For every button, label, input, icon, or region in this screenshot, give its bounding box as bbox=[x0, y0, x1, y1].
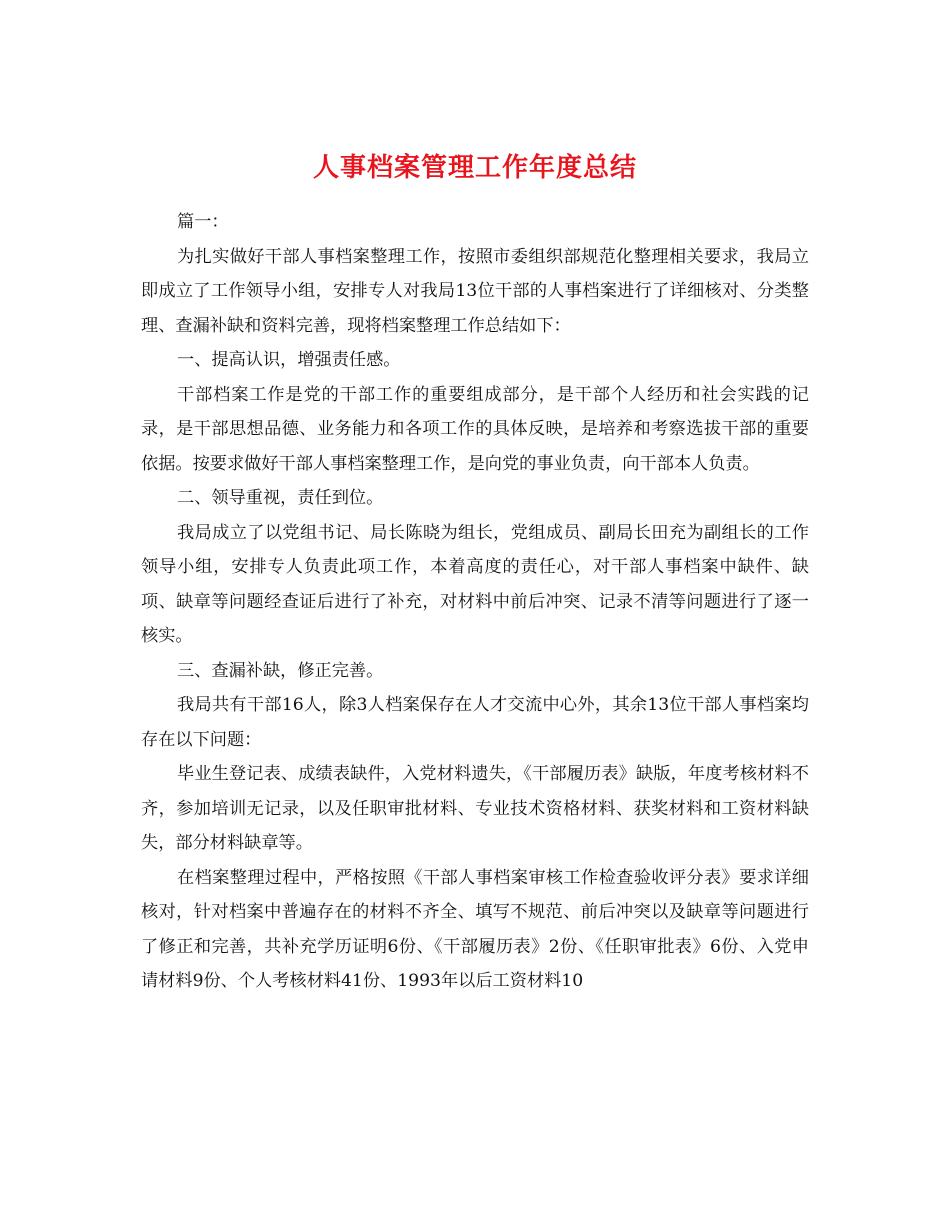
paragraph-section-3c: 在档案整理过程中，严格按照《干部人事档案审核工作检查验收评分表》要求详细核对，针对档案中普遍存在的材料不齐全、填写不规范、前后冲突以及缺章等问题进行了修正和完善，共补充学历证明6份、《干部履历表》2份、《任职审批表》6份、入党申请材料9份、个人考核材料41份、1993年以后工资材料10 bbox=[141, 867, 809, 991]
section-heading-2: 二、领导重视，责任到位。 bbox=[177, 488, 384, 508]
paragraph-section-label: 篇一： bbox=[177, 212, 229, 232]
paragraph-section-3b: 毕业生登记表、成绩表缺件，入党材料遗失，《干部履历表》缺版，年度考核材料不齐，参加培训无记录，以及任职审批材料、专业技术资格材料、获奖材料和工资材料缺失，部分材料缺章等。 bbox=[141, 764, 809, 853]
paragraph-section-2: 我局成立了以党组书记、局长陈晓为组长，党组成员、副局长田充为副组长的工作领导小组，安排专人负责此项工作，本着高度的责任心，对干部人事档案中缺件、缺项、缺章等问题经查证后进行了补充，对材料中前后冲突、记录不清等问题进行了逐一核实。 bbox=[141, 522, 809, 646]
paragraph-intro: 为扎实做好干部人事档案整理工作，按照市委组织部规范化整理相关要求，我局立即成立了工作领导小组，安排专人对我局13位干部的人事档案进行了详细核对、分类整理、查漏补缺和资料完善，现将档案整理工作总结如下： bbox=[141, 246, 809, 336]
paragraph-section-1: 干部档案工作是党的干部工作的重要组成部分，是干部个人经历和社会实践的记录，是干部思想品德、业务能力和各项工作的具体反映，是培养和考察选拔干部的重要依据。按要求做好干部人事档案整理工作，是向党的事业负责，向干部本人负责。 bbox=[141, 384, 809, 474]
section-heading-1: 一、提高认识，增强责任感。 bbox=[177, 350, 401, 370]
document-body bbox=[141, 205, 809, 999]
paragraph-section-3a: 我局共有干部16人，除3人档案保存在人才交流中心外，其余13位干部人事档案均存在以下问题： bbox=[141, 695, 809, 750]
section-heading-3: 三、查漏补缺，修正完善。 bbox=[177, 660, 384, 681]
document-title: 人事档案管理工作年度总结 bbox=[312, 153, 637, 184]
